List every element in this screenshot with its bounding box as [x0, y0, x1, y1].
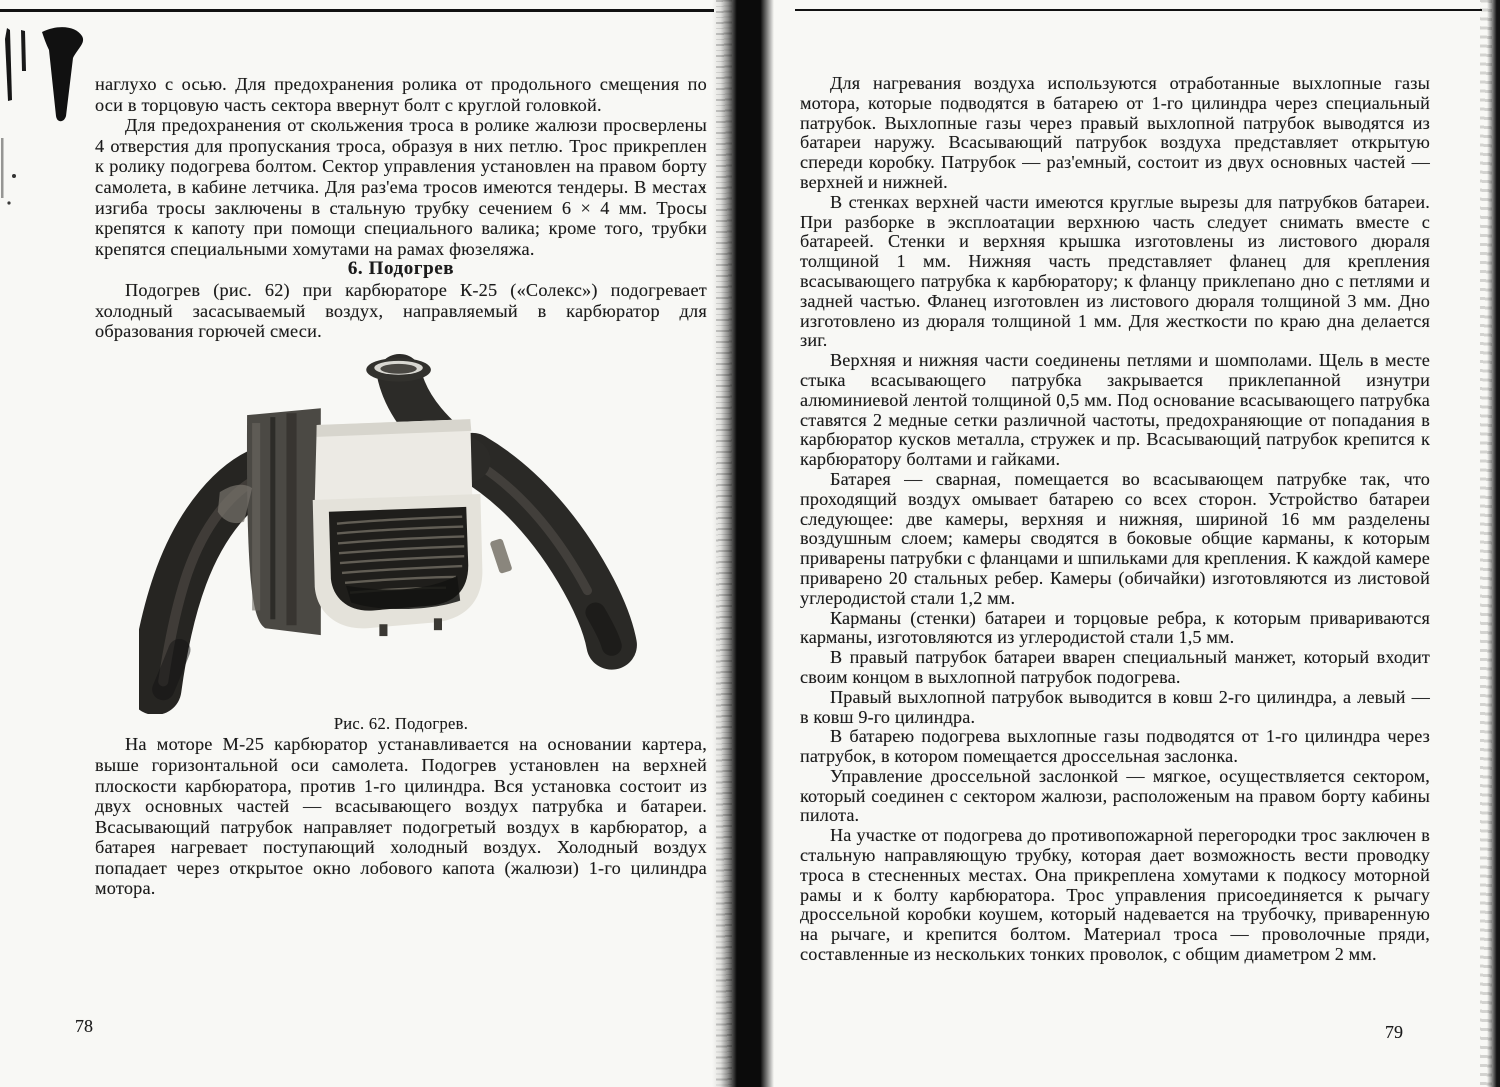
- top-rule-left-page: [0, 9, 714, 12]
- figure-caption: Рис. 62. Подогрев.: [333, 713, 469, 733]
- paragraph: На моторе М-25 карбюратор устанавливается на основании картера, выше горизонтальной оси самолета. Подогрев установлен на верхней плоскости карбюратора, против 1-го цилиндра. Вся установка состоит из двух основных частей — всасывающего воздух патрубка и батареи. Всасывающий патрубок направляет подогретый воздух в карбюратор, а батарея нагревает поступающий холодный воздух. Холодный воздух попадает через открытое окно лобового капота (жалюзи) 1-го цилиндра мотора.: [95, 734, 707, 899]
- paragraph: В стенках верхней части имеются круглые вырезы для патрубков батареи. При разборке в эксплоатации верхнюю часть следует снимать вместе с батареей. Стенки и верхняя крышка изготовлены из листового дюраля толщиной 1 мм. Нижняя часть представляет фланец для крепления всасывающего патрубка к карбюратору; к фланцу приклепано дно с петлями и задней частью. Фланец изготовлен из листового дюраля толщиной 3 мм. Дно изготовлено из дюраля толщиной 1 мм. Для жесткости по краю дна делается зиг.: [800, 191, 1430, 351]
- paragraph: Верхняя и нижняя части соединены петлями и шомполами. Щель в месте стыка всасывающего патрубка закрывается приклепанной изнутри алюминиевой лентой толщиной 0,5 мм. Под основание всасывающего патрубка ставятся 2 медные сетки различной частоты, предохраняющие от попадания в карбюратор кусков металла, стружек и пр. Всасывающий патрубок крепится к карбюратору болтами и гайками.: [800, 350, 1430, 470]
- gutter-fringe-texture: [716, 0, 732, 1087]
- section-heading: 6. Подогрев: [347, 258, 455, 280]
- paragraph: Подогрев (рис. 62) при карбюраторе К-25 («Солекс») подогревает холодный засасываемый воздух, направляемый в карбюратор для образования горючей смеси.: [95, 279, 707, 342]
- right-page-text-column: [800, 74, 1430, 965]
- paragraph: наглухо с осью. Для предохранения ролика от продольного смещения по оси в торцовую часть сектора ввернут болт с круглой головкой.: [95, 74, 707, 115]
- figure-62-illustration: [95, 354, 707, 714]
- paragraph: Для предохранения от скольжения троса в ролике жалюзи просверлены 4 отверстия для пропускания троса, образуя в них петлю. Трос прикреплен к ролику подогрева болтом. Сектор управления установлен на правом борту самолета, в кабине летчика. Для раз'ема тросов имеются тендеры. В местах изгиба тросы заключены в стальную трубку сечением 6 × 4 мм. Тросы крепятся к капоту при помощи специального валика; кроме того, трубки крепятся специальными хомутами на рамах фюзеляжа.: [95, 115, 707, 259]
- page-edge-right: [1487, 0, 1500, 1087]
- paragraph: Правый выхлопной патрубок выводится в ковш 2-го цилиндра, а левый — в ковш 9-го цилиндра.: [800, 686, 1430, 727]
- heater-photo-illustration: [139, 354, 644, 714]
- page-number-right: 79: [1385, 1022, 1403, 1042]
- paragraph: Для нагревания воздуха используются отработанные выхлопные газы мотора, которые подводятся в батарею от 1-го цилиндра через специальный патрубок. Выхлопные газы через правый выхлопной патрубок выводятся из батареи наружу. Всасывающий патрубок воздуха представляет открытую спереди коробку. Патрубок — раз'емный, состоит из двух основных частей — верхней и нижней.: [800, 73, 1430, 192]
- paragraph: Управление дроссельной заслонкой — мягкое, осуществляется сектором, который соединен с сектором жалюзи, расположеным на правом борту кабины пилота.: [800, 765, 1430, 826]
- page-number-left: 78: [75, 1016, 93, 1036]
- paragraph: Батарея — сварная, помещается во всасывающем патрубке так, что проходящий воздух омывает батарею со всех сторон. Устройство батареи следующее: две камеры, верхняя и нижняя, шириной 16 мм разделены воздушным слоем; камеры сводятся в боковые общие карманы, к которым приварены патрубки с фланцами и шпильками для крепления. К каждой камере приварено 20 стальных ребер. Камеры (обичайки) изготовляются из листовой углеродистой стали 1,2 мм.: [800, 468, 1430, 608]
- top-rule-right-page: [795, 9, 1482, 11]
- left-page-text-column: [95, 74, 707, 899]
- paragraph: Карманы (стенки) батареи и торцовые ребра, к которым привариваются карманы, изготовляются из углеродистой стали 1,5 мм.: [800, 607, 1430, 648]
- paragraph: В батарею подогрева выхлопные газы подводятся от 1-го цилиндра через патрубок, в котором помещается дроссельная заслонка.: [800, 726, 1430, 767]
- paragraph: В правый патрубок батареи вварен специальный манжет, который входит своим концом в выхлопной патрубок подогрева.: [800, 647, 1430, 687]
- paragraph: На участке от подогрева до противопожарной перегородки трос заключен в стальную направляющую трубку, которая дает возможность вести проводку троса в стесненных местах. Она прикреплена хомутами к подкосу моторной рамы и к болту карбюратора. Трос управления присоединяется к рычагу дроссельной коробки коушем, который надевается на трубочку, приваренную на рычаге, и крепится болтом. Материал троса — проволочные пряди, составленные из нескольких тонких проволок, с общим диаметром 2 мм.: [800, 825, 1430, 965]
